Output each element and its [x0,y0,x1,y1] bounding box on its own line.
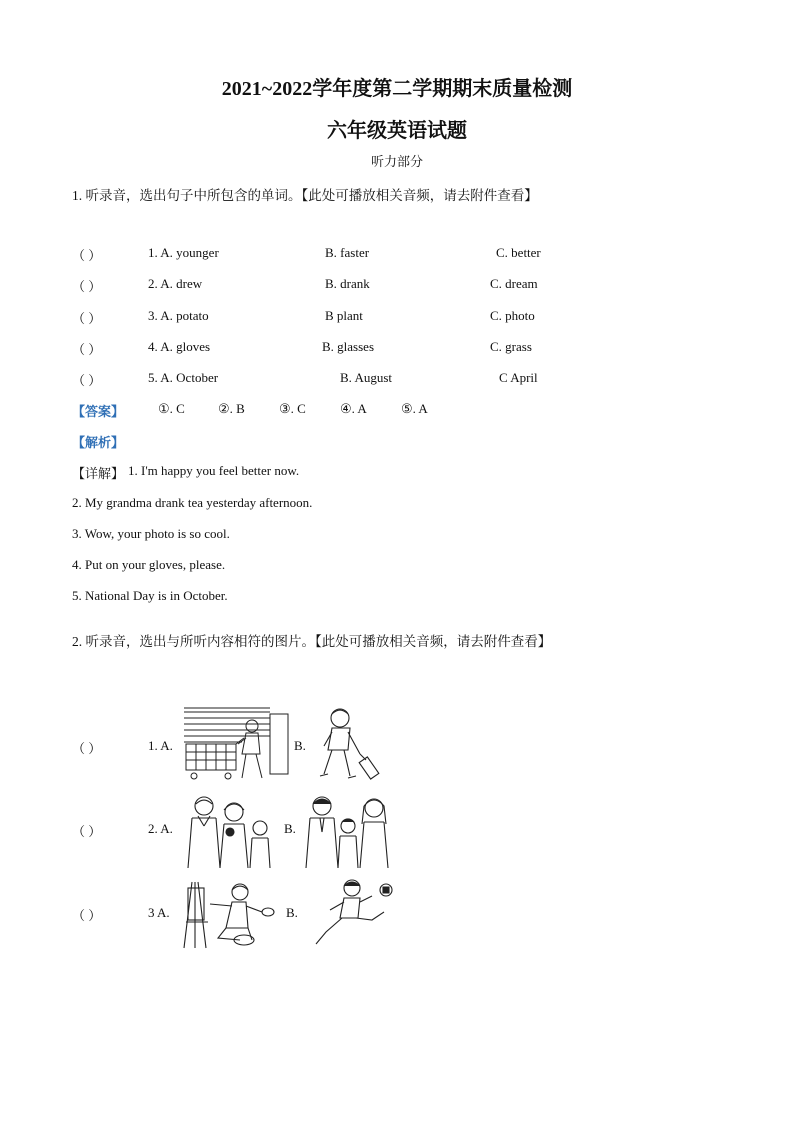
picture-boy-painting [182,878,276,955]
picture-boy-soccer [310,876,396,955]
option-a-label: 1. A. [148,738,173,753]
answer-blank[interactable]: （ ） [72,279,102,294]
picture-shopping-cart [182,706,292,789]
option-a: 4. A. gloves [148,339,211,354]
analysis-label: 【解析】 [72,435,125,450]
option-a: 3. A. potato [148,308,209,323]
page-subtitle: 六年级英语试题 [327,120,467,142]
q1-prompt: 1. 听录音，选出句子中所包含的单词。【此处可播放相关音频，请去附件查看】 [72,188,538,203]
option-b: B plant [325,308,363,323]
option-c: C. dream [490,276,538,291]
option-a-label: 2. A. [148,821,173,836]
option-c: C. photo [490,308,535,323]
answer-blank[interactable]: （ ） [72,741,102,756]
answer-blank[interactable]: （ ） [72,342,102,357]
picture-parents-child [302,792,394,875]
answer-item: ①. C [158,401,185,416]
option-a-label: 3 A. [148,905,170,920]
detail-line: 5. National Day is in October. [72,588,228,603]
detail-label: 【详解】 [72,466,125,481]
option-b: B. drank [325,276,370,291]
answer-blank[interactable]: （ ） [72,373,102,388]
option-c: C. grass [490,339,532,354]
picture-boy-suitcase [318,706,394,787]
answer-label: 【答案】 [72,404,125,419]
page-title: 2021~2022学年度第二学期期末质量检测 [221,78,573,100]
option-b-label: B. [286,905,298,920]
detail-line: 4. Put on your gloves, please. [72,557,226,572]
answer-blank[interactable]: （ ） [72,824,102,839]
option-a: 2. A. drew [148,276,203,291]
detail-line: 1. I'm happy you feel better now. [128,463,300,478]
option-c: C April [499,370,538,385]
detail-line: 2. My grandma drank tea yesterday afternoon. [72,495,313,510]
answer-item: ③. C [279,401,306,416]
q2-prompt: 2. 听录音，选出与所听内容相符的图片。【此处可播放相关音频，请去附件查看】 [72,634,552,649]
answer-item: ④. A [340,401,367,416]
option-c: C. better [496,245,541,260]
option-b-label: B. [284,821,296,836]
answer-blank[interactable]: （ ） [72,311,102,326]
option-b: B. August [340,370,393,385]
section-label: 听力部分 [370,154,423,169]
detail-line: 3. Wow, your photo is so cool. [72,526,230,541]
answer-item: ⑤. A [401,401,428,416]
answer-blank[interactable]: （ ） [72,248,102,263]
answer-item: ②. B [218,401,245,416]
option-b-label: B. [294,738,306,753]
option-b: B. faster [325,245,370,260]
option-b: B. glasses [322,339,374,354]
option-a: 5. A. October [148,370,219,385]
picture-grandparents-family [182,792,276,875]
option-a: 1. A. younger [148,245,219,260]
answer-blank[interactable]: （ ） [72,908,102,923]
